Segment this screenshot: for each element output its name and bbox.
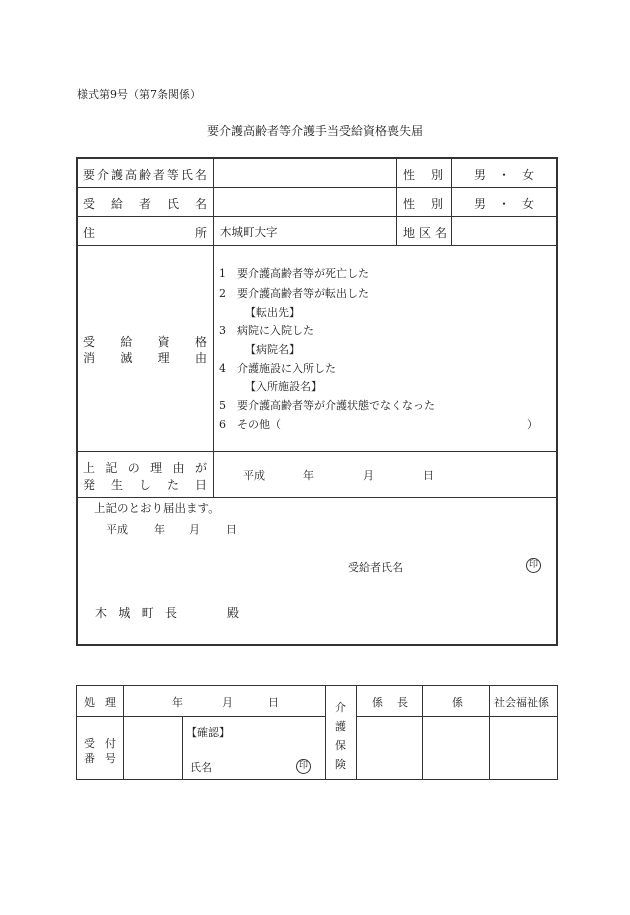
occurrence-date-year[interactable]: 年 [303, 469, 314, 482]
form-title: 要介護高齢者等介護手当受給資格喪失届 [206, 124, 423, 138]
seal-icon: 印 [296, 759, 311, 774]
reason-item[interactable]: 6 その他（ [219, 418, 281, 431]
reason-item[interactable]: 1 要介護高齢者等が死亡した [219, 267, 369, 280]
district-label: 地 区 名 [403, 226, 447, 240]
reason-detail-label: 【入所施設名】 [245, 380, 322, 393]
elderly-name-label: 要 介 護 高 齢 者 等 氏 名 [83, 168, 207, 182]
declaration-statement: 上記のとおり届出ます。 [94, 501, 220, 515]
declaration-date-day[interactable]: 日 [226, 523, 237, 536]
declaration-date-era: 平成 [106, 523, 128, 536]
reception-label-line1: 受 付 [84, 737, 116, 750]
seal-icon: 印 [526, 558, 541, 573]
address-value[interactable]: 木城町大字 [220, 225, 278, 239]
date-label-line2: 発 生 し た 日 [83, 478, 207, 492]
reason-item[interactable]: 3 病院に入院した [219, 324, 314, 337]
reason-item[interactable]: 2 要介護高齢者等が転出した [219, 287, 369, 300]
address-label: 住 所 [83, 226, 207, 240]
reason-item[interactable]: 4 介護施設に入所した [219, 362, 336, 375]
mayor-addressee: 木 城 町 長 [95, 606, 177, 620]
reason-detail-label: 【病院名】 [245, 343, 300, 356]
gender-options[interactable]: 男 ・ 女 [474, 197, 534, 211]
elderly-name-field[interactable] [219, 160, 391, 185]
declaration-date-month[interactable]: 月 [189, 523, 200, 536]
district-field[interactable] [455, 218, 553, 243]
welfare-seal-box[interactable] [490, 717, 557, 779]
occurrence-date-month[interactable]: 月 [363, 469, 374, 482]
recipient-name-field[interactable] [219, 189, 391, 214]
gender-options[interactable]: 男 ・ 女 [474, 168, 534, 182]
processing-label: 処 理 [84, 696, 116, 709]
recipient-name-label: 受 給 者 氏 名 [83, 197, 207, 211]
reception-label-line2: 番 号 [84, 752, 116, 765]
gender-label: 性 別 [403, 197, 443, 211]
confirmer-name-label: 氏名 [190, 761, 212, 774]
declaration-date-year[interactable]: 年 [154, 523, 165, 536]
processing-month[interactable]: 月 [222, 696, 233, 709]
chief-seal-box[interactable] [357, 717, 422, 779]
recipient-signature-label: 受給者氏名 [348, 561, 403, 574]
welfare-section-label: 社会福祉係 [494, 696, 549, 709]
staff-label: 係 [452, 696, 463, 709]
occurrence-date-day[interactable]: 日 [423, 469, 434, 482]
reason-item[interactable]: 5 要介護高齢者等が介護状態でなくなった [219, 399, 435, 412]
honorific: 殿 [227, 606, 240, 620]
date-label-line1: 上 記 の 理 由 が [83, 461, 207, 475]
chief-label: 係 長 [372, 696, 408, 709]
reason-label-line2: 消 滅 理 由 [83, 351, 207, 365]
form-number: 様式第9号（第7条関係） [77, 88, 201, 101]
other-close-paren: ） [527, 418, 538, 431]
reception-number-field[interactable] [124, 717, 182, 779]
reason-detail-label: 【転出先】 [245, 306, 300, 319]
confirm-label: 【確認】 [186, 726, 230, 739]
gender-label: 性 別 [403, 168, 443, 182]
reason-label-line1: 受 給 資 格 [83, 335, 207, 349]
care-insurance-label: 介護保険 [335, 701, 346, 771]
occurrence-date-era: 平成 [243, 469, 265, 482]
processing-year[interactable]: 年 [172, 696, 183, 709]
processing-day[interactable]: 日 [268, 696, 279, 709]
staff-seal-box[interactable] [423, 717, 489, 779]
